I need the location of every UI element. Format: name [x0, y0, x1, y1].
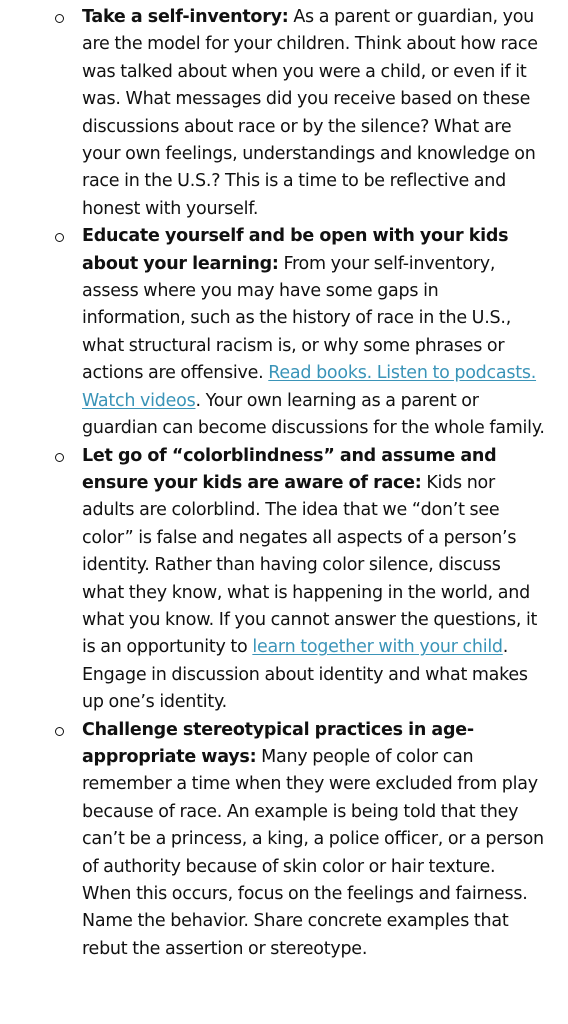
- learn-together-link[interactable]: learn together with your child: [252, 637, 503, 658]
- tip-body: Many people of color can remember a time when they were excluded from play because of race. An example is being told that they can’t be a princess, a king, a police officer, or a person of authority because of skin color or hair texture. When this occurs, focus on the feelings and fairness. Name the behavior. Share concrete examples that rebut the assertion or stereotype.: [82, 746, 544, 959]
- list-item-challenge-stereotypes: [82, 717, 546, 964]
- hollow-circle-bullet-icon: [55, 14, 64, 23]
- read-books-link[interactable]: Read books. Listen to podcasts. Watch videos: [82, 363, 537, 411]
- tip-heading: Educate yourself and be open with your kids about your learning:: [82, 226, 509, 274]
- tip-body: As a parent or guardian, you are the model for your children. Think about how race was talked about when you were a child, or even if it was. What messages did you receive based on these discussions about race or by the silence? What are your own feelings, understandings and knowledge on race in the U.S.? This is a time to be reflective and honest with yourself.: [82, 7, 538, 219]
- tip-body-continued: . Your own learning as a parent or guardian can become discussions for the whole family.: [82, 390, 545, 439]
- list-item-educate-yourself: [82, 223, 546, 442]
- tip-heading: Take a self-inventory:: [82, 7, 289, 27]
- hollow-circle-bullet-icon: [55, 233, 64, 242]
- tip-body: From your self-inventory, assess where you may have some gaps in information, such as the history of race in the U.S., what structural racism is, or why some phrases or actions are offensive.: [82, 253, 512, 384]
- list-item-self-inventory: [82, 4, 546, 223]
- tips-list: [82, 4, 546, 963]
- hollow-circle-bullet-icon: [55, 453, 64, 462]
- tip-body: Kids nor adults are colorblind. The idea that we “don’t see color” is false and negates all aspects of a person’s identity. Rather than having color silence, discuss what they know, what is happening in the world, and what you know. If you cannot answer the questions, it is an opportunity to: [82, 472, 538, 658]
- tip-heading: Let go of “colorblindness” and assume and ensure your kids are aware of race:: [82, 445, 497, 493]
- hollow-circle-bullet-icon: [55, 727, 64, 736]
- tip-heading: Challenge stereotypical practices in age-appropriate ways:: [82, 719, 474, 767]
- tip-body-continued: . Engage in discussion about identity and what makes up one’s identity.: [82, 637, 528, 713]
- list-item-colorblindness: [82, 443, 546, 717]
